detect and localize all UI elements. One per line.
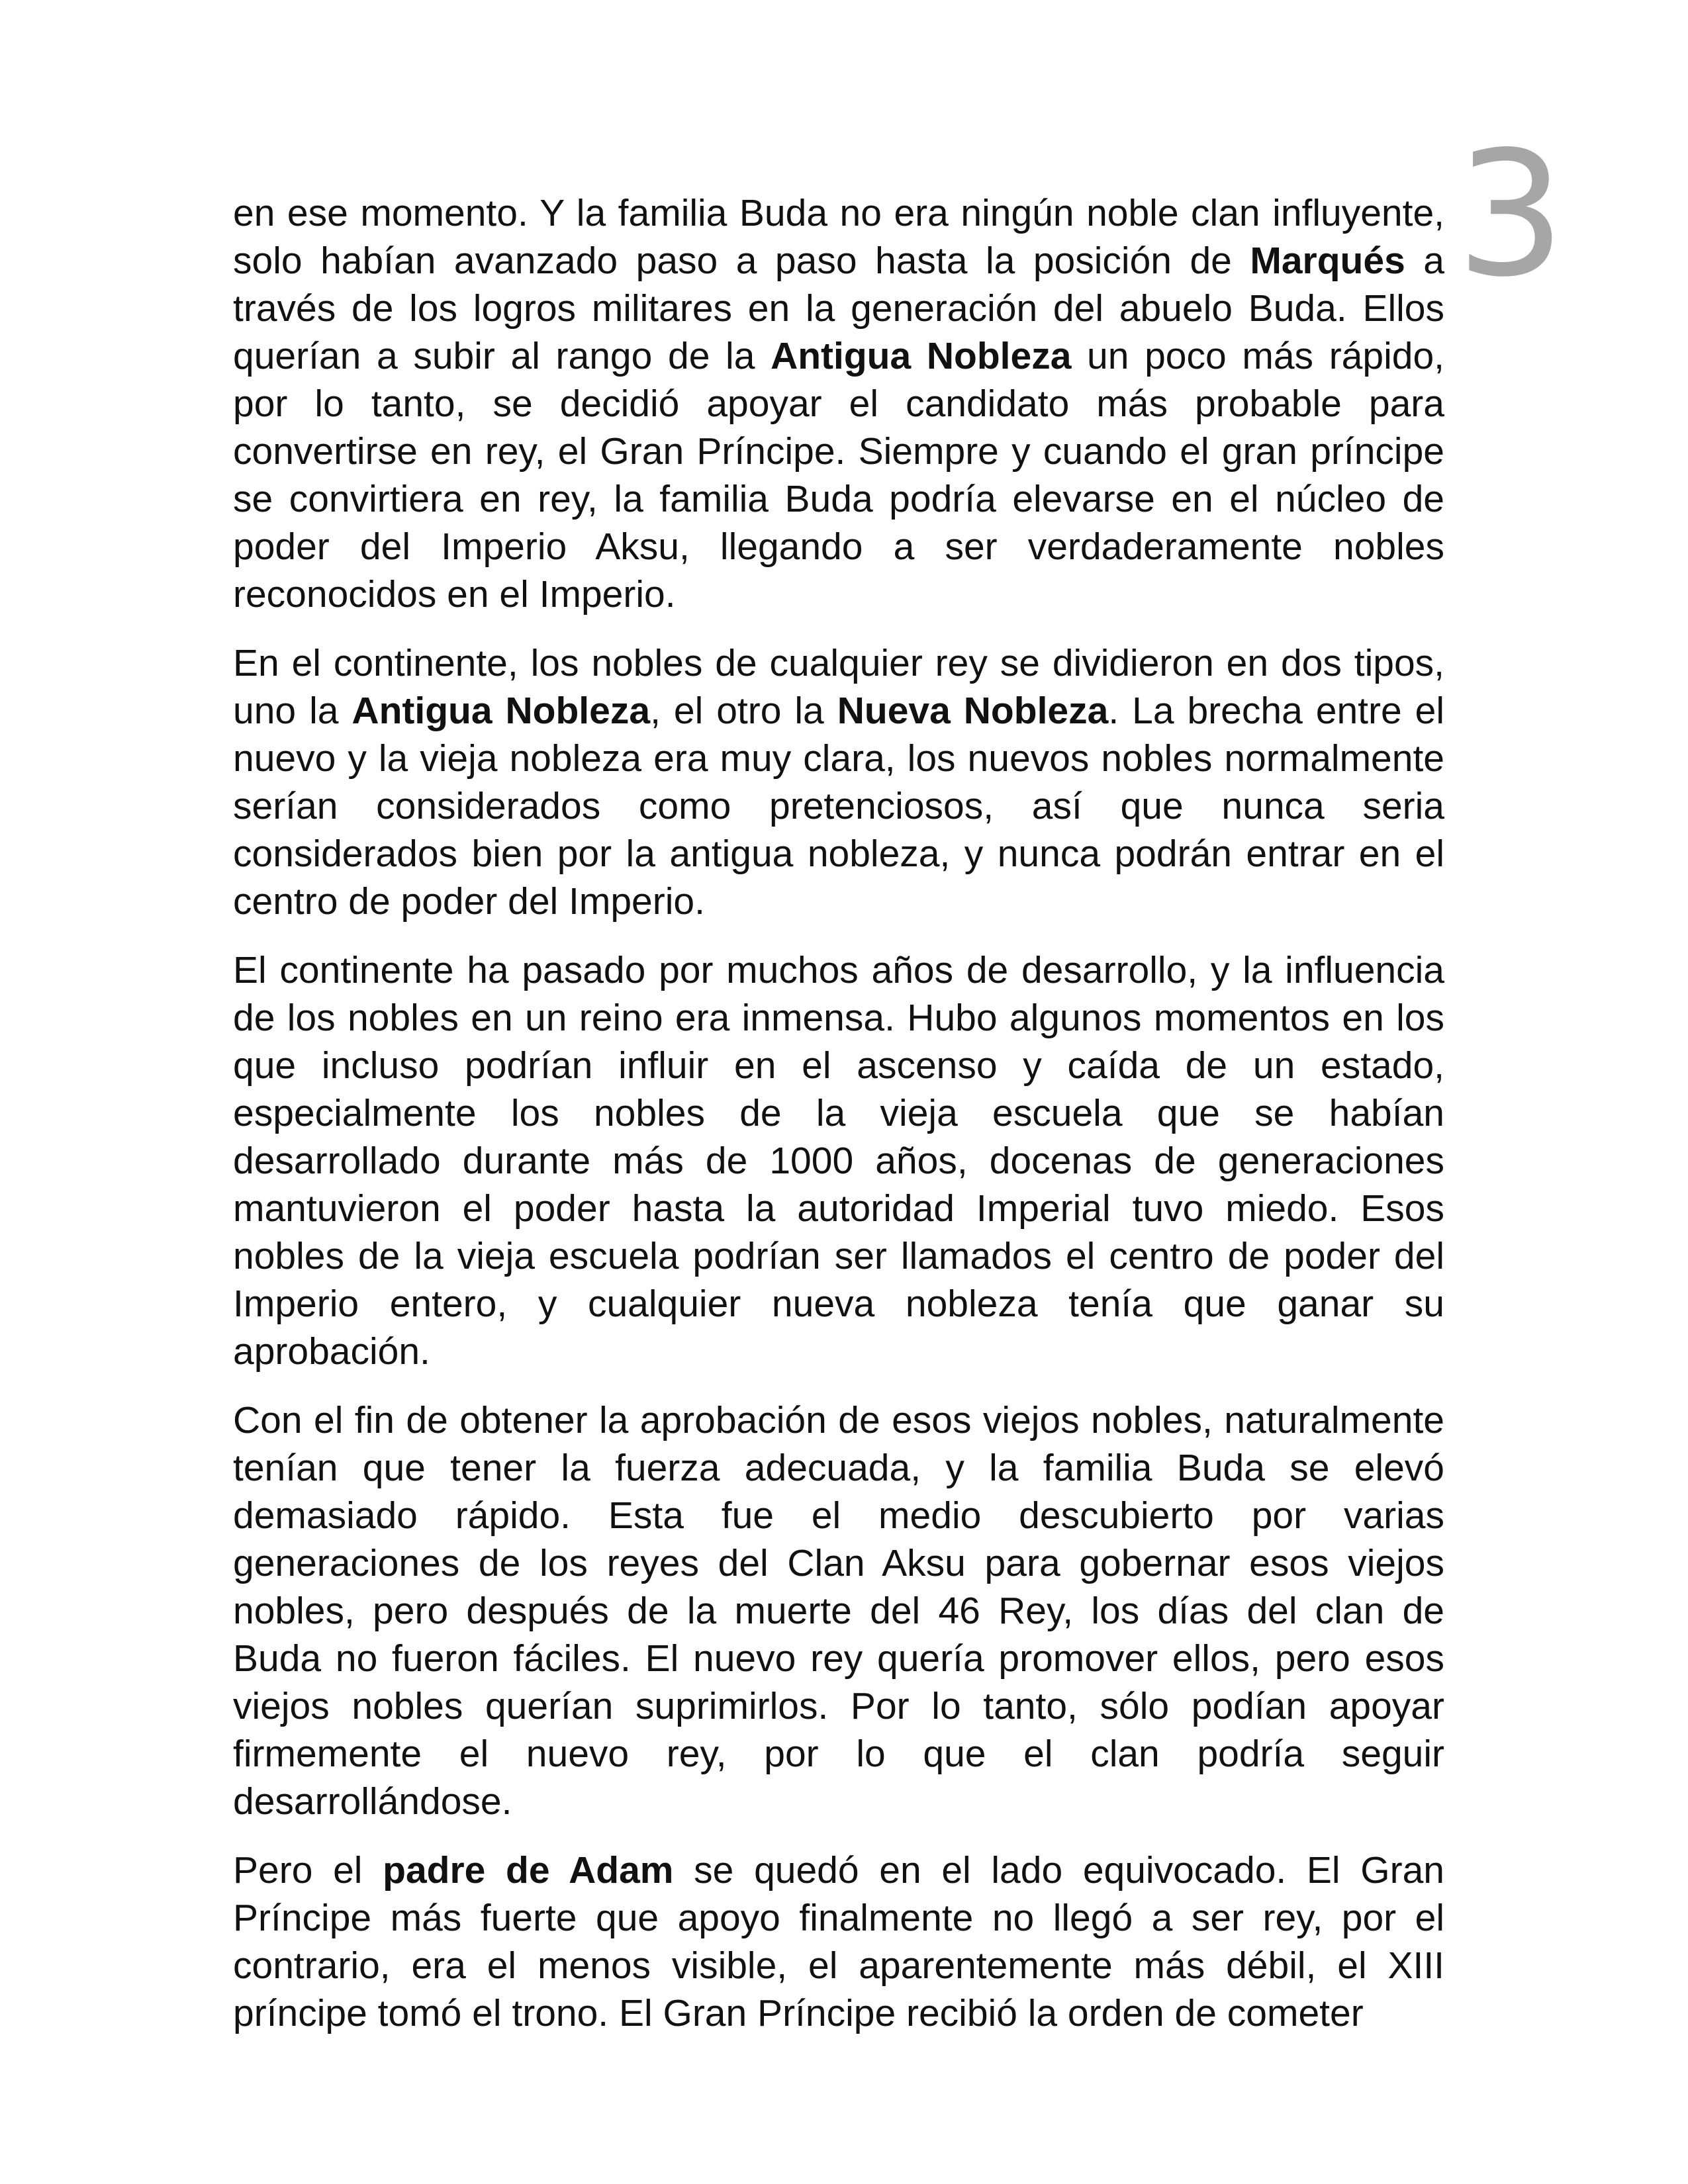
page-number: 3 [1456,115,1566,315]
paragraph-5 [233,1846,1444,2037]
bold-term: padre de Adam [383,1849,674,1891]
text-run: , el otro la [650,690,837,732]
text-run: en ese momento. Y la familia Buda no era ningún noble clan influyente, solo habían avanzado paso a paso hasta la posición de [233,192,1444,282]
body-text [233,189,1444,2058]
paragraph-4 [233,1396,1444,1825]
text-run: un poco más rápido, por lo tanto, se decidió apoyar el candidato más probable para convertirse en rey, el Gran Príncipe. Siempre y cuando el gran príncipe se convirtiera en rey, la familia Buda podría elevarse en el núcleo de poder del Imperio Aksu, llegando a ser verdaderamente nobles reconocidos en el Imperio. [233,335,1444,615]
text-run: a través de los logros militares en la generación del abuelo Buda. Ellos querían a subir al rango de la [233,240,1444,377]
paragraph-1 [233,189,1444,618]
text-run: Con el fin de obtener la aprobación de esos viejos nobles, naturalmente tenían que tener la fuerza adecuada, y la familia Buda se elevó demasiado rápido. Esta fue el medio descubierto por varias generaciones de los reyes del Clan Aksu para gobernar esos viejos nobles, pero después de la muerte del 46 Rey, los días del clan de Buda no fueron fáciles. El nuevo rey quería promover ellos, pero esos viejos nobles querían suprimirlos. Por lo tanto, sólo podían apoyar firmemente el nuevo rey, por lo que el clan podría seguir desarrollándose. [233,1399,1444,1823]
text-run: El continente ha pasado por muchos años de desarrollo, y la influencia de los nobles en un reino era inmensa. Hubo algunos momentos en los que incluso podrían influir en el ascenso y caída de un estado, especialmente los nobles de la vieja escuela que se habían desarrollado durante más de 1000 años, docenas de generaciones mantuvieron el poder hasta la autoridad Imperial tuvo miedo. Esos nobles de la vieja escuela podrían ser llamados el centro de poder del Imperio entero, y cualquier nueva nobleza tenía que ganar su aprobación. [233,949,1444,1373]
bold-term: Antigua Nobleza [771,335,1072,377]
text-run: . La brecha entre el nuevo y la vieja nobleza era muy clara, los nuevos nobles normalmente serían considerados como pretenciosos, así que nunca seria considerados bien por la antigua nobleza, y nunca podrán entrar en el centro de poder del Imperio. [233,690,1444,923]
bold-term: Marqués [1250,240,1405,282]
text-run: Pero el [233,1849,383,1891]
text-run: En el continente, los nobles de cualquier rey se dividieron en dos tipos, uno la [233,642,1444,732]
bold-term: Antigua Nobleza [352,690,651,732]
text-run: se quedó en el lado equivocado. El Gran Príncipe más fuerte que apoyo finalmente no llegó a ser rey, por el contrario, era el menos visible, el aparentemente más débil, el XIII príncipe tomó el trono. El Gran Príncipe recibió la orden de cometer [233,1849,1444,2034]
bold-term: Nueva Nobleza [837,690,1109,732]
paragraph-2 [233,639,1444,925]
paragraph-3 [233,946,1444,1375]
